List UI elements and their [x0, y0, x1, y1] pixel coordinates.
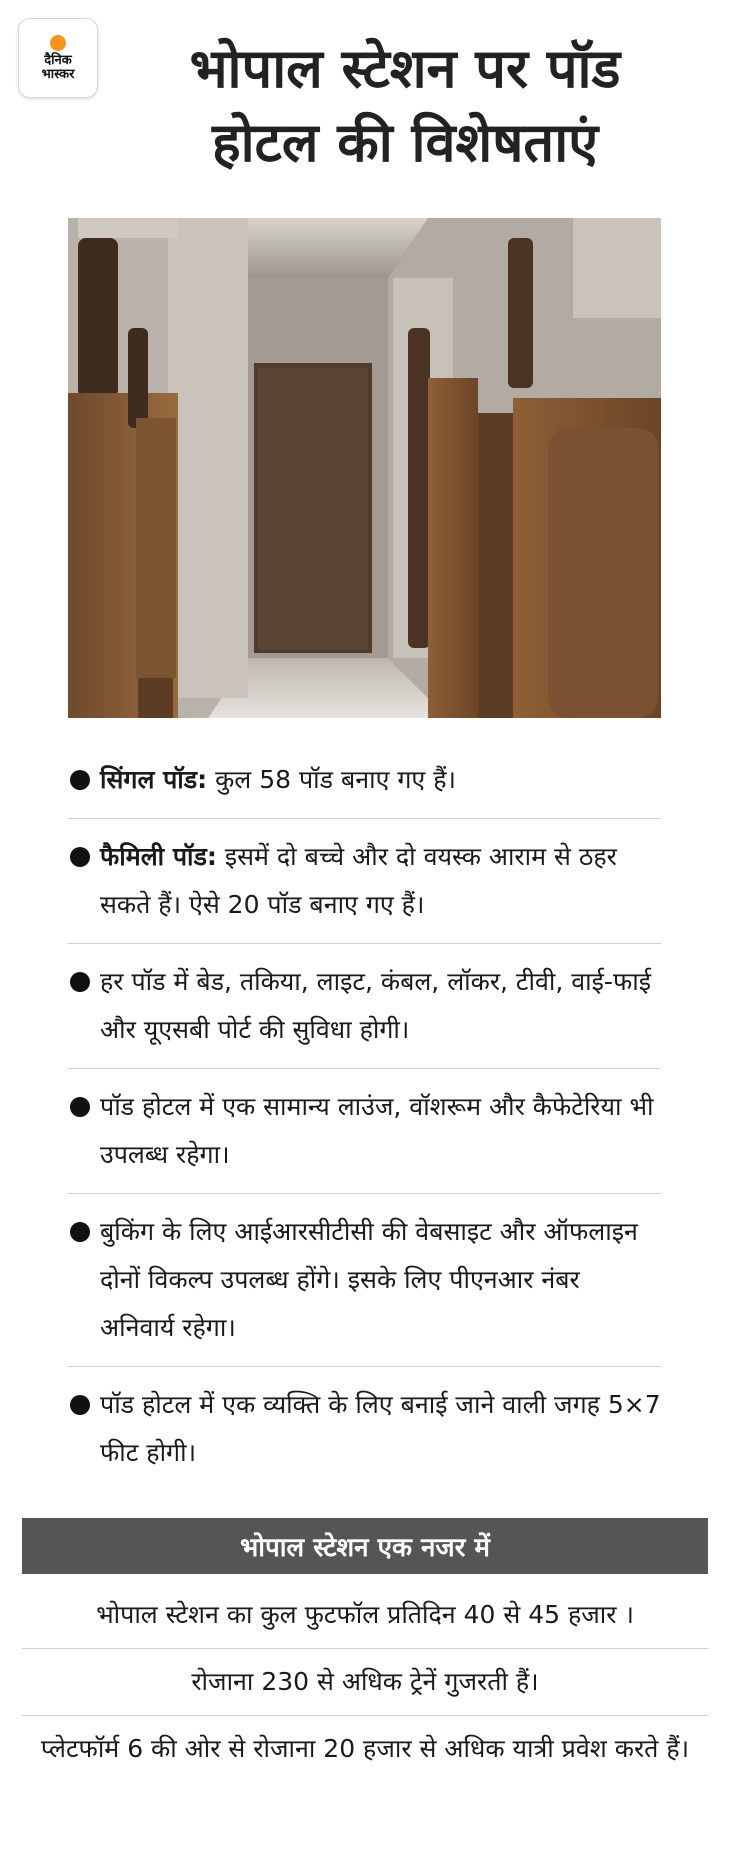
feature-label: सिंगल पॉड:	[100, 765, 208, 794]
title-line-1: भोपाल स्टेशन पर पॉड	[189, 37, 621, 100]
glance-section-header: भोपाल स्टेशन एक नजर में	[22, 1518, 708, 1574]
fact-row: रोजाना 230 से अधिक ट्रेनें गुजरती हैं।	[22, 1649, 708, 1716]
list-item	[68, 1367, 661, 1491]
feature-text: पॉड होटल में एक व्यक्ति के लिए बनाई जाने वाली जगह 5×7 फीट होगी।	[100, 1390, 661, 1467]
feature-text: इसमें दो बच्चे और दो वयस्क आराम से ठहर सकते हैं। ऐसे 20 पॉड बनाए गए हैं।	[100, 842, 617, 919]
list-item	[68, 1069, 661, 1194]
fact-row: प्लेटफॉर्म 6 की ओर से रोजाना 20 हजार से अधिक यात्री प्रवेश करते हैं।	[40, 1734, 690, 1763]
dainik-bhaskar-logo	[18, 18, 98, 98]
feature-text: बुकिंग के लिए आईआरसीटीसी की वेबसाइट और ऑफलाइन दोनों विकल्प उपलब्ध होंगे। इसके लिए पीएनआर नंबर अनिवार्य रहेगा।	[100, 1217, 638, 1342]
title-line-2: होटल की विशेषताएं	[211, 111, 599, 174]
bullet-dot-icon	[70, 847, 90, 867]
list-item	[68, 819, 661, 944]
feature-label: फैमिली पॉड:	[100, 842, 217, 871]
list-item	[68, 1194, 661, 1367]
bullet-dot-icon	[70, 770, 90, 790]
list-item	[68, 944, 661, 1069]
feature-text: हर पॉड में बेड, तकिया, लाइट, कंबल, लॉकर, टीवी, वाई-फाई और यूएसबी पोर्ट की सुविधा होगी।	[100, 967, 651, 1044]
page-title	[110, 32, 700, 180]
bullet-dot-icon	[70, 1222, 90, 1242]
bullet-dot-icon	[70, 1097, 90, 1117]
logo-text-line2: भास्कर	[41, 66, 75, 82]
sun-dot-icon	[50, 35, 66, 51]
pod-hotel-corridor-photo	[68, 218, 661, 718]
bullet-dot-icon	[70, 972, 90, 992]
features-list	[68, 742, 661, 1491]
list-item	[68, 742, 661, 819]
fact-row: भोपाल स्टेशन का कुल फुटफॉल प्रतिदिन 40 से 45 हजार ।	[22, 1582, 708, 1649]
glance-facts	[22, 1582, 708, 1782]
bullet-dot-icon	[70, 1395, 90, 1415]
feature-text: कुल 58 पॉड बनाए गए हैं।	[207, 765, 456, 794]
feature-text: पॉड होटल में एक सामान्य लाउंज, वॉशरूम और कैफेटेरिया भी उपलब्ध रहेगा।	[100, 1092, 654, 1169]
logo-text-line1: दैनिक	[44, 52, 72, 68]
